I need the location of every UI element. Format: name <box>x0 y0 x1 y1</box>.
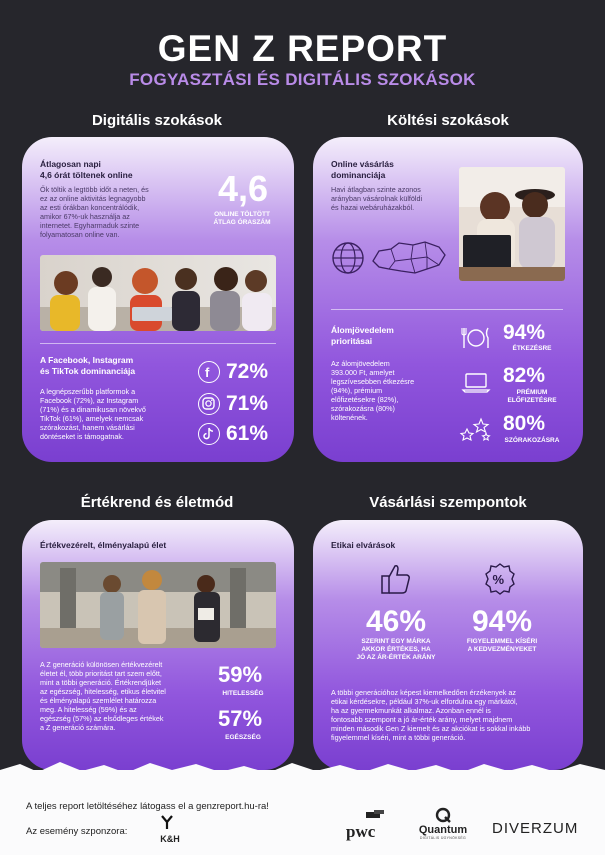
shopping-aspects-card <box>313 520 583 770</box>
online-heading-line2: 4,6 órát töltenek online <box>40 170 133 180</box>
sponsor-label: Az esemény szponzora: <box>26 826 128 837</box>
dream-body-line: (94%), prémium <box>331 386 383 395</box>
caption-line: ELŐFIZETÉSRE <box>507 397 557 404</box>
online-hours-caption <box>194 211 290 227</box>
instagram-icon <box>198 393 220 415</box>
svg-text:%: % <box>492 572 505 587</box>
values-body-line: a Z generáció számára. <box>40 723 116 732</box>
kh-logo <box>150 814 190 844</box>
values-heading: Értékvezérelt, élményalapú élet <box>40 540 167 550</box>
section-title-values: Értékrend és életmód <box>80 494 234 511</box>
premium-caption <box>499 389 565 405</box>
shopping-body-line: figyelemmel kíséri, mint a többi generáció. <box>331 733 466 742</box>
shopping-body <box>331 688 571 742</box>
online-body-line: internetet. Egyharmaduk szinte <box>40 221 140 230</box>
report-title: GEN Z REPORT <box>157 28 448 69</box>
caption-line: ÁTLAG ÓRASZÁM <box>213 219 271 226</box>
social-body <box>40 387 190 441</box>
social-body-line: döntéseket is támogatnak. <box>40 432 124 441</box>
section-title-spending: Költési szokások <box>387 112 509 129</box>
health-caption: EGÉSZSÉG <box>225 734 261 741</box>
social-heading-line1: A Facebook, Instagram <box>40 355 134 365</box>
dream-income-heading-line1: Álomjövedelem <box>331 325 394 335</box>
facebook-percent: 72% <box>226 360 269 383</box>
dream-body-line: előfizetésekre (82%), <box>331 395 399 404</box>
values-body-line: mint a többi generáció. Értékrendjüket <box>40 678 162 687</box>
values-lifestyle-card <box>22 520 294 770</box>
caption-line: FIGYELEMMEL KÍSÉRI <box>466 638 538 645</box>
online-shopping-body-line: Havi átlagban szinte azonos <box>331 185 421 194</box>
shopping-body-line: ha az gyermekmunkát alkalmaz. Azonban ennél is <box>331 706 491 715</box>
discounts-percent: 94% <box>471 605 533 638</box>
pwc-logo-text: pwc <box>346 822 376 841</box>
svg-text:f: f <box>205 365 210 380</box>
globe-icon <box>331 241 365 275</box>
online-body-line: Ők töltik a legtöbb időt a neten, és <box>40 185 149 194</box>
caption-line: SZERINT EGY MÁRKA <box>361 638 431 645</box>
shopping-body-line: minden második Gen Z kiemelt és az akciókat is sokkal inkább <box>331 724 531 733</box>
quantum-logo-subtext: DIGITÁLIS ÜGYNÖKSÉG <box>419 836 467 840</box>
online-body-line: amikor 67%-uk használja az <box>40 212 130 221</box>
online-shopping-body-line: arányban vásárolnak külföldi <box>331 194 423 203</box>
social-body-line: szórakozást, hanem vásárlási <box>40 423 135 432</box>
food-caption: ÉTKEZÉSRE <box>512 345 552 352</box>
health-percent: 57% <box>218 706 263 731</box>
online-body <box>40 185 200 239</box>
social-body-line: A legnépszerűbb platformok a <box>40 387 136 396</box>
social-heading-line2: és TikTok dominanciája <box>40 366 136 376</box>
premium-percent: 82% <box>503 364 546 387</box>
food-percent: 94% <box>503 321 546 344</box>
download-cta: A teljes report letöltéséhez látogass el a genzreport.hu-ra! <box>26 801 269 812</box>
dream-income-heading-line2: prioritásai <box>331 336 373 346</box>
hungary-map-icon <box>369 239 449 277</box>
values-body-line: az egészség, hitelesség, etikus életvitel <box>40 687 166 696</box>
report-subtitle: FOGYASZTÁSI ÉS DIGITÁLIS SZOKÁSOK <box>129 70 476 89</box>
authenticity-caption: HITELESSÉG <box>222 690 264 697</box>
dream-income-body <box>331 359 451 422</box>
social-body-line: (71%) és a dinamikusan növekvő <box>40 405 146 414</box>
section-title-digital: Digitális szokások <box>91 112 223 129</box>
social-body-line: TikTok (61%), amelyek nemcsak <box>40 414 144 423</box>
entertainment-caption: SZÓRAKOZÁSRA <box>504 437 560 444</box>
values-body <box>40 660 198 732</box>
dream-body-line: Az álomjövedelem <box>331 359 390 368</box>
spending-habits-card <box>313 137 583 462</box>
online-body-line: ez az online aktivitás legnagyobb <box>40 194 146 203</box>
dream-body-line: 393.000 Ft, amelyet <box>331 368 395 377</box>
women-walking-photo <box>40 562 276 648</box>
dream-body-line: költenének. <box>331 413 368 422</box>
caption-line: PRÉMIUM <box>516 389 548 396</box>
laptop-icon <box>461 371 491 395</box>
caption-line: ONLINE TÖLTÖTT <box>214 211 270 218</box>
caption-line: A KEDVEZMÉNYEKET <box>467 646 537 653</box>
thumbs-up-icon <box>379 562 413 596</box>
caption-line: JÓ AZ ÁR-ÉRTÉK ARÁNY <box>356 654 436 661</box>
kh-logo-text: K&H <box>160 834 180 844</box>
dream-body-line: legszívesebben étkezésre <box>331 377 415 386</box>
pwc-logo <box>346 810 396 842</box>
diverzum-logo: DIVERZUM <box>492 820 579 837</box>
value-ratio-caption <box>339 638 453 662</box>
shopping-body-line: etikai kérdésekre, például 37%-uk elfordulna egy márkától, <box>331 697 518 706</box>
entertainment-percent: 80% <box>503 412 546 435</box>
value-ratio-percent: 46% <box>365 605 427 638</box>
discounts-caption <box>447 638 557 654</box>
ethics-heading: Etikai elvárások <box>331 540 396 550</box>
online-shopping-body <box>331 185 461 212</box>
online-heading-line1: Átlagosan napi <box>40 159 101 169</box>
women-laptop-photo <box>459 167 565 281</box>
values-body-line: meg. A hitelesség (59%) és az <box>40 705 137 714</box>
quantum-logo-text: Quantum <box>418 824 468 836</box>
section-title-shopping: Vásárlási szempontok <box>369 494 527 511</box>
students-photo <box>40 255 276 331</box>
discount-icon <box>483 562 517 596</box>
caption-line: AKKOR ÉRTÉKES, HA <box>361 646 431 653</box>
digital-habits-card <box>22 137 294 462</box>
shopping-body-line: fontosabb szempont a jó ár-érték arány, melyet majdnem <box>331 715 513 724</box>
values-body-line: életet él, több prioritást tart szem előtt, <box>40 669 162 678</box>
values-body-line: A Z generáció különösen értékvezérelt <box>40 660 163 669</box>
shopping-body-line: A többi generációhoz képest kiemelkedően érzékenyek az <box>331 688 516 697</box>
cutlery-icon <box>461 325 491 351</box>
quantum-logo <box>410 806 476 846</box>
social-body-line: Facebook (72%), az Instagram <box>40 396 139 405</box>
values-body-line: és élményalapú szemlélet határozza <box>40 696 157 705</box>
facebook-icon <box>198 361 220 383</box>
footer <box>0 770 605 855</box>
online-hours-value: 4,6 <box>217 168 269 209</box>
values-body-line: egészség (57%) az elsődleges értékek <box>40 714 164 723</box>
instagram-percent: 71% <box>226 392 269 415</box>
tiktok-percent: 61% <box>226 422 269 445</box>
stars-icon <box>459 417 493 443</box>
online-shopping-body-line: és hazai webáruházakból. <box>331 203 415 212</box>
dream-body-line: szórakozásra (80%) <box>331 404 395 413</box>
online-body-line: folyamatosan online van. <box>40 230 120 239</box>
authenticity-percent: 59% <box>218 662 263 687</box>
online-body-line: az esti órákban koncentrálódik, <box>40 203 140 212</box>
online-shopping-heading-line2: dominanciája <box>331 170 386 180</box>
tiktok-icon <box>198 423 220 445</box>
online-shopping-heading-line1: Online vásárlás <box>331 159 394 169</box>
